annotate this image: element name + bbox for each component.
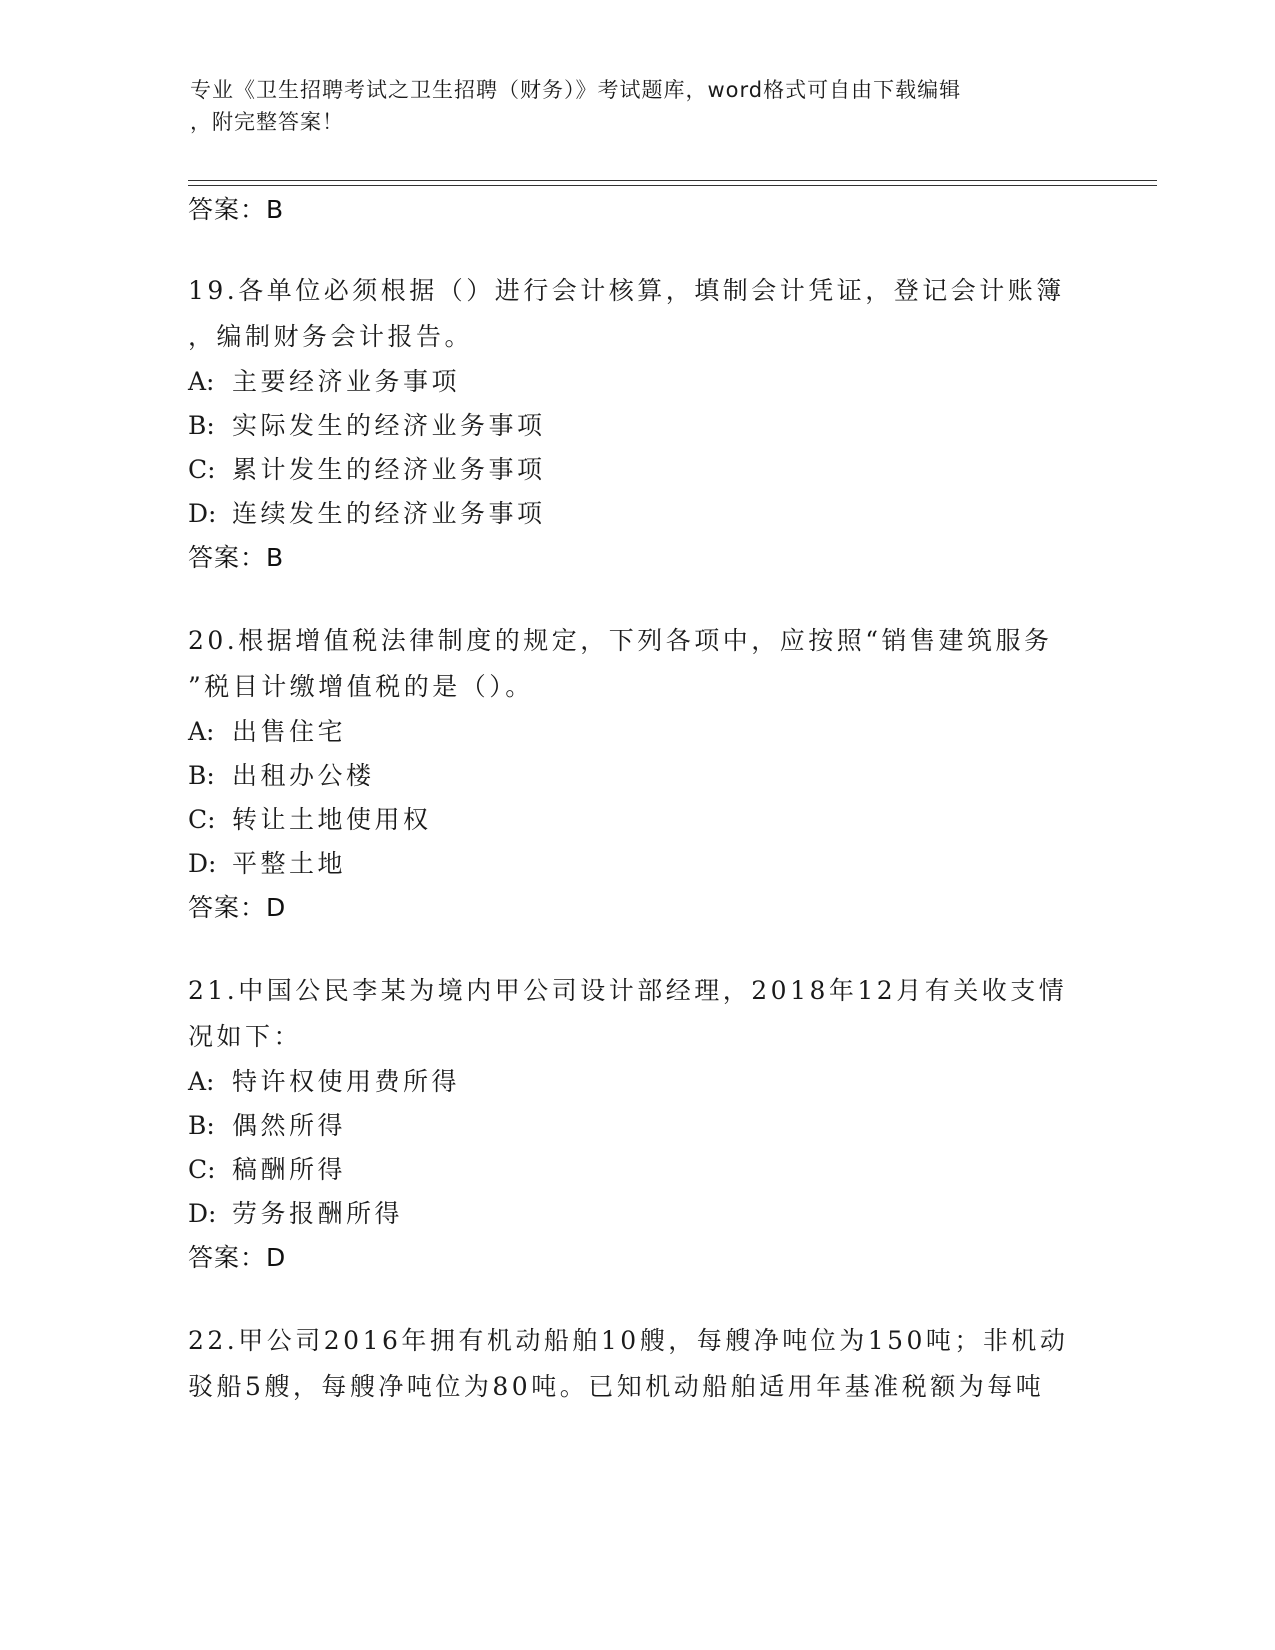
option-text: 转让土地使用权	[232, 805, 432, 834]
question-21-answer: 答案：D	[188, 1243, 287, 1272]
question-22-stem-line-2: 驳船5艘，每艘净吨位为80吨。已知机动船舶适用年基准税额为每吨	[188, 1372, 1045, 1401]
question-20-stem-line-1: 20.根据增值税法律制度的规定，下列各项中，应按照“销售建筑服务	[188, 626, 1053, 655]
option-text: 偶然所得	[232, 1111, 347, 1140]
question-19-answer: 答案：B	[188, 543, 285, 572]
question-21-stem	[188, 968, 1088, 1060]
question-20-option-b	[188, 756, 375, 792]
question-22-stem	[188, 1318, 1088, 1410]
option-text: 稿酬所得	[232, 1155, 347, 1184]
question-20-answer: 答案：D	[188, 893, 287, 922]
option-letter: A:	[188, 717, 215, 746]
question-21-option-c	[188, 1150, 346, 1186]
option-text: 连续发生的经济业务事项	[232, 499, 546, 528]
option-text: 主要经济业务事项	[232, 367, 461, 396]
option-text: 平整土地	[232, 849, 347, 878]
answer-previous: 答案：B	[188, 195, 285, 224]
option-letter: D:	[188, 1199, 217, 1228]
option-text: 累计发生的经济业务事项	[232, 455, 546, 484]
option-text: 出租办公楼	[232, 761, 375, 790]
option-text: 劳务报酬所得	[232, 1199, 404, 1228]
question-19-stem	[188, 268, 1088, 360]
option-text: 出售住宅	[232, 717, 347, 746]
option-letter: C:	[188, 1155, 216, 1184]
header-line-1: 专业《卫生招聘考试之卫生招聘（财务）》考试题库，word格式可自由下载编辑	[190, 78, 962, 102]
question-19-option-a	[188, 362, 460, 398]
option-letter: C:	[188, 455, 216, 484]
header-divider-bottom	[188, 185, 1157, 186]
option-letter: B:	[188, 761, 215, 790]
question-21-stem-line-1: 21.中国公民李某为境内甲公司设计部经理，2018年12月有关收支情	[188, 976, 1068, 1005]
header-line-2: ，附完整答案！	[190, 110, 344, 134]
question-20-option-a	[188, 712, 346, 748]
question-20-stem	[188, 618, 1088, 710]
document-header	[190, 74, 1090, 138]
option-text: 特许权使用费所得	[232, 1067, 461, 1096]
question-20-stem-line-2: ”税目计缴增值税的是（）。	[188, 672, 534, 701]
option-letter: D:	[188, 849, 217, 878]
question-21-option-b	[188, 1106, 346, 1142]
question-19-stem-line-1: 19.各单位必须根据（）进行会计核算，填制会计凭证，登记会计账簿	[188, 276, 1065, 305]
question-19-option-b	[188, 406, 546, 442]
question-22-stem-line-1: 22.甲公司2016年拥有机动船舶10艘，每艘净吨位为150吨；非机动	[188, 1326, 1069, 1355]
option-letter: C:	[188, 805, 216, 834]
question-19-stem-line-2: ，编制财务会计报告。	[188, 322, 474, 351]
option-text: 实际发生的经济业务事项	[232, 411, 546, 440]
question-19-option-c	[188, 450, 546, 486]
question-19-option-d	[188, 494, 546, 530]
question-21-option-a	[188, 1062, 460, 1098]
option-letter: D:	[188, 499, 217, 528]
question-20-option-d	[188, 844, 346, 880]
header-divider-top	[188, 180, 1157, 181]
option-letter: A:	[188, 367, 215, 396]
option-letter: B:	[188, 411, 215, 440]
question-21-option-d	[188, 1194, 403, 1230]
question-20-option-c	[188, 800, 432, 836]
question-21-stem-line-2: 况如下：	[188, 1022, 303, 1051]
option-letter: B:	[188, 1111, 215, 1140]
option-letter: A:	[188, 1067, 215, 1096]
